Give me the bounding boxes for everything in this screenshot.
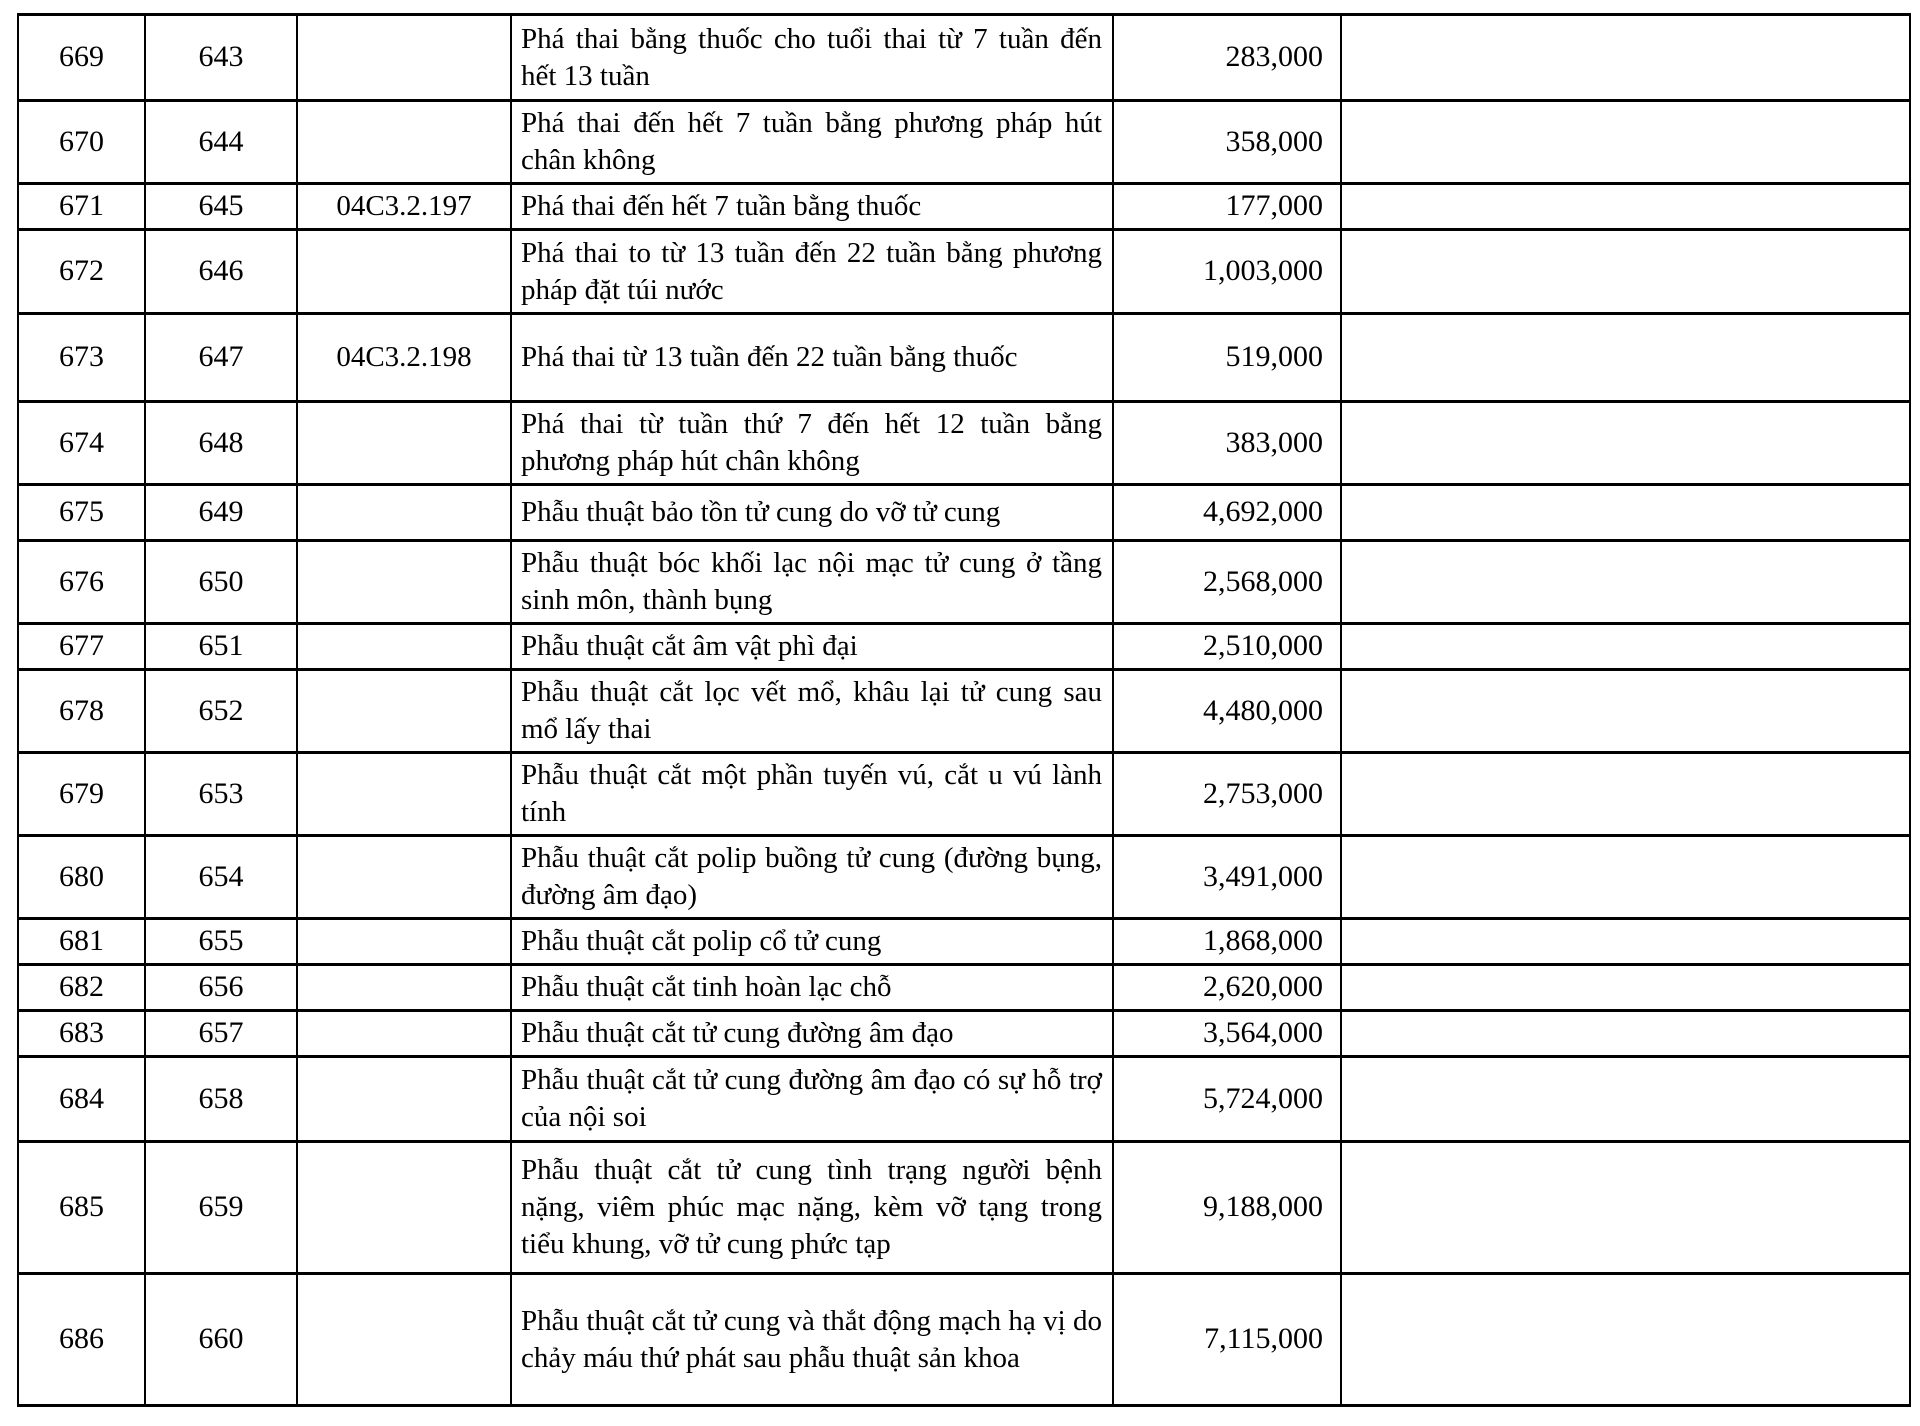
cell-order-number: 657 bbox=[145, 1011, 297, 1057]
cell-note bbox=[1341, 402, 1910, 485]
cell-price: 3,564,000 bbox=[1113, 1011, 1341, 1057]
cell-row-number: 683 bbox=[18, 1011, 145, 1057]
cell-row-number: 670 bbox=[18, 101, 145, 184]
cell-order-number: 645 bbox=[145, 184, 297, 230]
cell-price: 2,753,000 bbox=[1113, 753, 1341, 836]
cell-note bbox=[1341, 1142, 1910, 1274]
cell-service-code bbox=[297, 230, 511, 314]
cell-service-code bbox=[297, 919, 511, 965]
cell-service-name: Phẫu thuật cắt một phần tuyến vú, cắt u vú lành tính bbox=[511, 753, 1113, 836]
table-row bbox=[18, 1274, 1910, 1406]
cell-service-name: Phẫu thuật cắt âm vật phì đại bbox=[511, 624, 1113, 670]
cell-service-code: 04C3.2.197 bbox=[297, 184, 511, 230]
cell-service-code bbox=[297, 965, 511, 1011]
table-row bbox=[18, 919, 1910, 965]
cell-order-number: 654 bbox=[145, 836, 297, 919]
cell-note bbox=[1341, 541, 1910, 624]
cell-order-number: 660 bbox=[145, 1274, 297, 1406]
table-body bbox=[18, 15, 1910, 1406]
cell-service-name: Phá thai từ 13 tuần đến 22 tuần bằng thuốc bbox=[511, 314, 1113, 402]
cell-note bbox=[1341, 184, 1910, 230]
cell-service-name: Phẫu thuật cắt polip cổ tử cung bbox=[511, 919, 1113, 965]
cell-row-number: 674 bbox=[18, 402, 145, 485]
cell-service-name: Phẫu thuật cắt tử cung đường âm đạo có sự hỗ trợ của nội soi bbox=[511, 1057, 1113, 1142]
cell-order-number: 656 bbox=[145, 965, 297, 1011]
table-row bbox=[18, 624, 1910, 670]
cell-price: 2,568,000 bbox=[1113, 541, 1341, 624]
cell-order-number: 649 bbox=[145, 485, 297, 541]
cell-service-name: Phá thai đến hết 7 tuần bằng phương pháp hút chân không bbox=[511, 101, 1113, 184]
table-row bbox=[18, 1142, 1910, 1274]
cell-service-code bbox=[297, 485, 511, 541]
table-row bbox=[18, 1011, 1910, 1057]
cell-price: 9,188,000 bbox=[1113, 1142, 1341, 1274]
cell-order-number: 648 bbox=[145, 402, 297, 485]
table-row bbox=[18, 101, 1910, 184]
cell-price: 283,000 bbox=[1113, 15, 1341, 101]
table-row bbox=[18, 753, 1910, 836]
table-row bbox=[18, 184, 1910, 230]
cell-note bbox=[1341, 1274, 1910, 1406]
cell-price: 1,868,000 bbox=[1113, 919, 1341, 965]
cell-service-code bbox=[297, 1274, 511, 1406]
cell-note bbox=[1341, 314, 1910, 402]
cell-service-code bbox=[297, 541, 511, 624]
cell-row-number: 676 bbox=[18, 541, 145, 624]
table-row bbox=[18, 230, 1910, 314]
cell-service-code bbox=[297, 624, 511, 670]
service-price-table bbox=[17, 13, 1911, 1407]
cell-service-code: 04C3.2.198 bbox=[297, 314, 511, 402]
cell-row-number: 684 bbox=[18, 1057, 145, 1142]
cell-service-name: Phá thai đến hết 7 tuần bằng thuốc bbox=[511, 184, 1113, 230]
cell-order-number: 650 bbox=[145, 541, 297, 624]
cell-row-number: 673 bbox=[18, 314, 145, 402]
table-row bbox=[18, 15, 1910, 101]
table-row bbox=[18, 1057, 1910, 1142]
table-row bbox=[18, 402, 1910, 485]
cell-price: 3,491,000 bbox=[1113, 836, 1341, 919]
cell-service-code bbox=[297, 402, 511, 485]
table-row bbox=[18, 670, 1910, 753]
cell-row-number: 669 bbox=[18, 15, 145, 101]
table-row bbox=[18, 965, 1910, 1011]
cell-order-number: 658 bbox=[145, 1057, 297, 1142]
cell-service-name: Phẫu thuật cắt polip buồng tử cung (đường bụng, đường âm đạo) bbox=[511, 836, 1113, 919]
cell-price: 4,692,000 bbox=[1113, 485, 1341, 541]
cell-service-code bbox=[297, 836, 511, 919]
cell-note bbox=[1341, 753, 1910, 836]
cell-row-number: 681 bbox=[18, 919, 145, 965]
cell-note bbox=[1341, 836, 1910, 919]
cell-row-number: 686 bbox=[18, 1274, 145, 1406]
cell-row-number: 675 bbox=[18, 485, 145, 541]
cell-note bbox=[1341, 1057, 1910, 1142]
cell-service-code bbox=[297, 15, 511, 101]
cell-service-name: Phẫu thuật bảo tồn tử cung do vỡ tử cung bbox=[511, 485, 1113, 541]
cell-price: 1,003,000 bbox=[1113, 230, 1341, 314]
cell-order-number: 647 bbox=[145, 314, 297, 402]
table-row bbox=[18, 314, 1910, 402]
table-row bbox=[18, 485, 1910, 541]
cell-price: 4,480,000 bbox=[1113, 670, 1341, 753]
cell-note bbox=[1341, 965, 1910, 1011]
cell-order-number: 655 bbox=[145, 919, 297, 965]
cell-service-name: Phẫu thuật cắt lọc vết mổ, khâu lại tử cung sau mổ lấy thai bbox=[511, 670, 1113, 753]
cell-service-name: Phẫu thuật cắt tử cung tình trạng người bệnh nặng, viêm phúc mạc nặng, kèm vỡ tạng trong tiểu khung, vỡ tử cung phức tạp bbox=[511, 1142, 1113, 1274]
cell-note bbox=[1341, 624, 1910, 670]
cell-row-number: 672 bbox=[18, 230, 145, 314]
cell-row-number: 680 bbox=[18, 836, 145, 919]
table-row bbox=[18, 541, 1910, 624]
cell-row-number: 682 bbox=[18, 965, 145, 1011]
cell-row-number: 679 bbox=[18, 753, 145, 836]
cell-service-code bbox=[297, 1057, 511, 1142]
cell-order-number: 644 bbox=[145, 101, 297, 184]
cell-note bbox=[1341, 919, 1910, 965]
cell-row-number: 678 bbox=[18, 670, 145, 753]
cell-service-code bbox=[297, 1142, 511, 1274]
cell-service-name: Phá thai to từ 13 tuần đến 22 tuần bằng phương pháp đặt túi nước bbox=[511, 230, 1113, 314]
cell-service-code bbox=[297, 753, 511, 836]
cell-price: 519,000 bbox=[1113, 314, 1341, 402]
cell-service-name: Phá thai bằng thuốc cho tuổi thai từ 7 tuần đến hết 13 tuần bbox=[511, 15, 1113, 101]
cell-service-name: Phẫu thuật cắt tinh hoàn lạc chỗ bbox=[511, 965, 1113, 1011]
cell-note bbox=[1341, 101, 1910, 184]
cell-service-code bbox=[297, 670, 511, 753]
cell-price: 2,510,000 bbox=[1113, 624, 1341, 670]
cell-order-number: 646 bbox=[145, 230, 297, 314]
cell-price: 383,000 bbox=[1113, 402, 1341, 485]
cell-service-name: Phẫu thuật bóc khối lạc nội mạc tử cung ở tầng sinh môn, thành bụng bbox=[511, 541, 1113, 624]
cell-note bbox=[1341, 670, 1910, 753]
table-row bbox=[18, 836, 1910, 919]
cell-row-number: 685 bbox=[18, 1142, 145, 1274]
cell-order-number: 653 bbox=[145, 753, 297, 836]
cell-price: 177,000 bbox=[1113, 184, 1341, 230]
cell-service-name: Phá thai từ tuần thứ 7 đến hết 12 tuần bằng phương pháp hút chân không bbox=[511, 402, 1113, 485]
cell-price: 358,000 bbox=[1113, 101, 1341, 184]
cell-price: 7,115,000 bbox=[1113, 1274, 1341, 1406]
cell-service-code bbox=[297, 101, 511, 184]
cell-row-number: 671 bbox=[18, 184, 145, 230]
cell-order-number: 651 bbox=[145, 624, 297, 670]
cell-service-code bbox=[297, 1011, 511, 1057]
cell-row-number: 677 bbox=[18, 624, 145, 670]
cell-order-number: 643 bbox=[145, 15, 297, 101]
cell-service-name: Phẫu thuật cắt tử cung và thắt động mạch hạ vị do chảy máu thứ phát sau phẫu thuật sản khoa bbox=[511, 1274, 1113, 1406]
cell-price: 5,724,000 bbox=[1113, 1057, 1341, 1142]
cell-order-number: 659 bbox=[145, 1142, 297, 1274]
cell-note bbox=[1341, 15, 1910, 101]
cell-note bbox=[1341, 230, 1910, 314]
cell-order-number: 652 bbox=[145, 670, 297, 753]
cell-service-name: Phẫu thuật cắt tử cung đường âm đạo bbox=[511, 1011, 1113, 1057]
cell-note bbox=[1341, 1011, 1910, 1057]
cell-price: 2,620,000 bbox=[1113, 965, 1341, 1011]
cell-note bbox=[1341, 485, 1910, 541]
